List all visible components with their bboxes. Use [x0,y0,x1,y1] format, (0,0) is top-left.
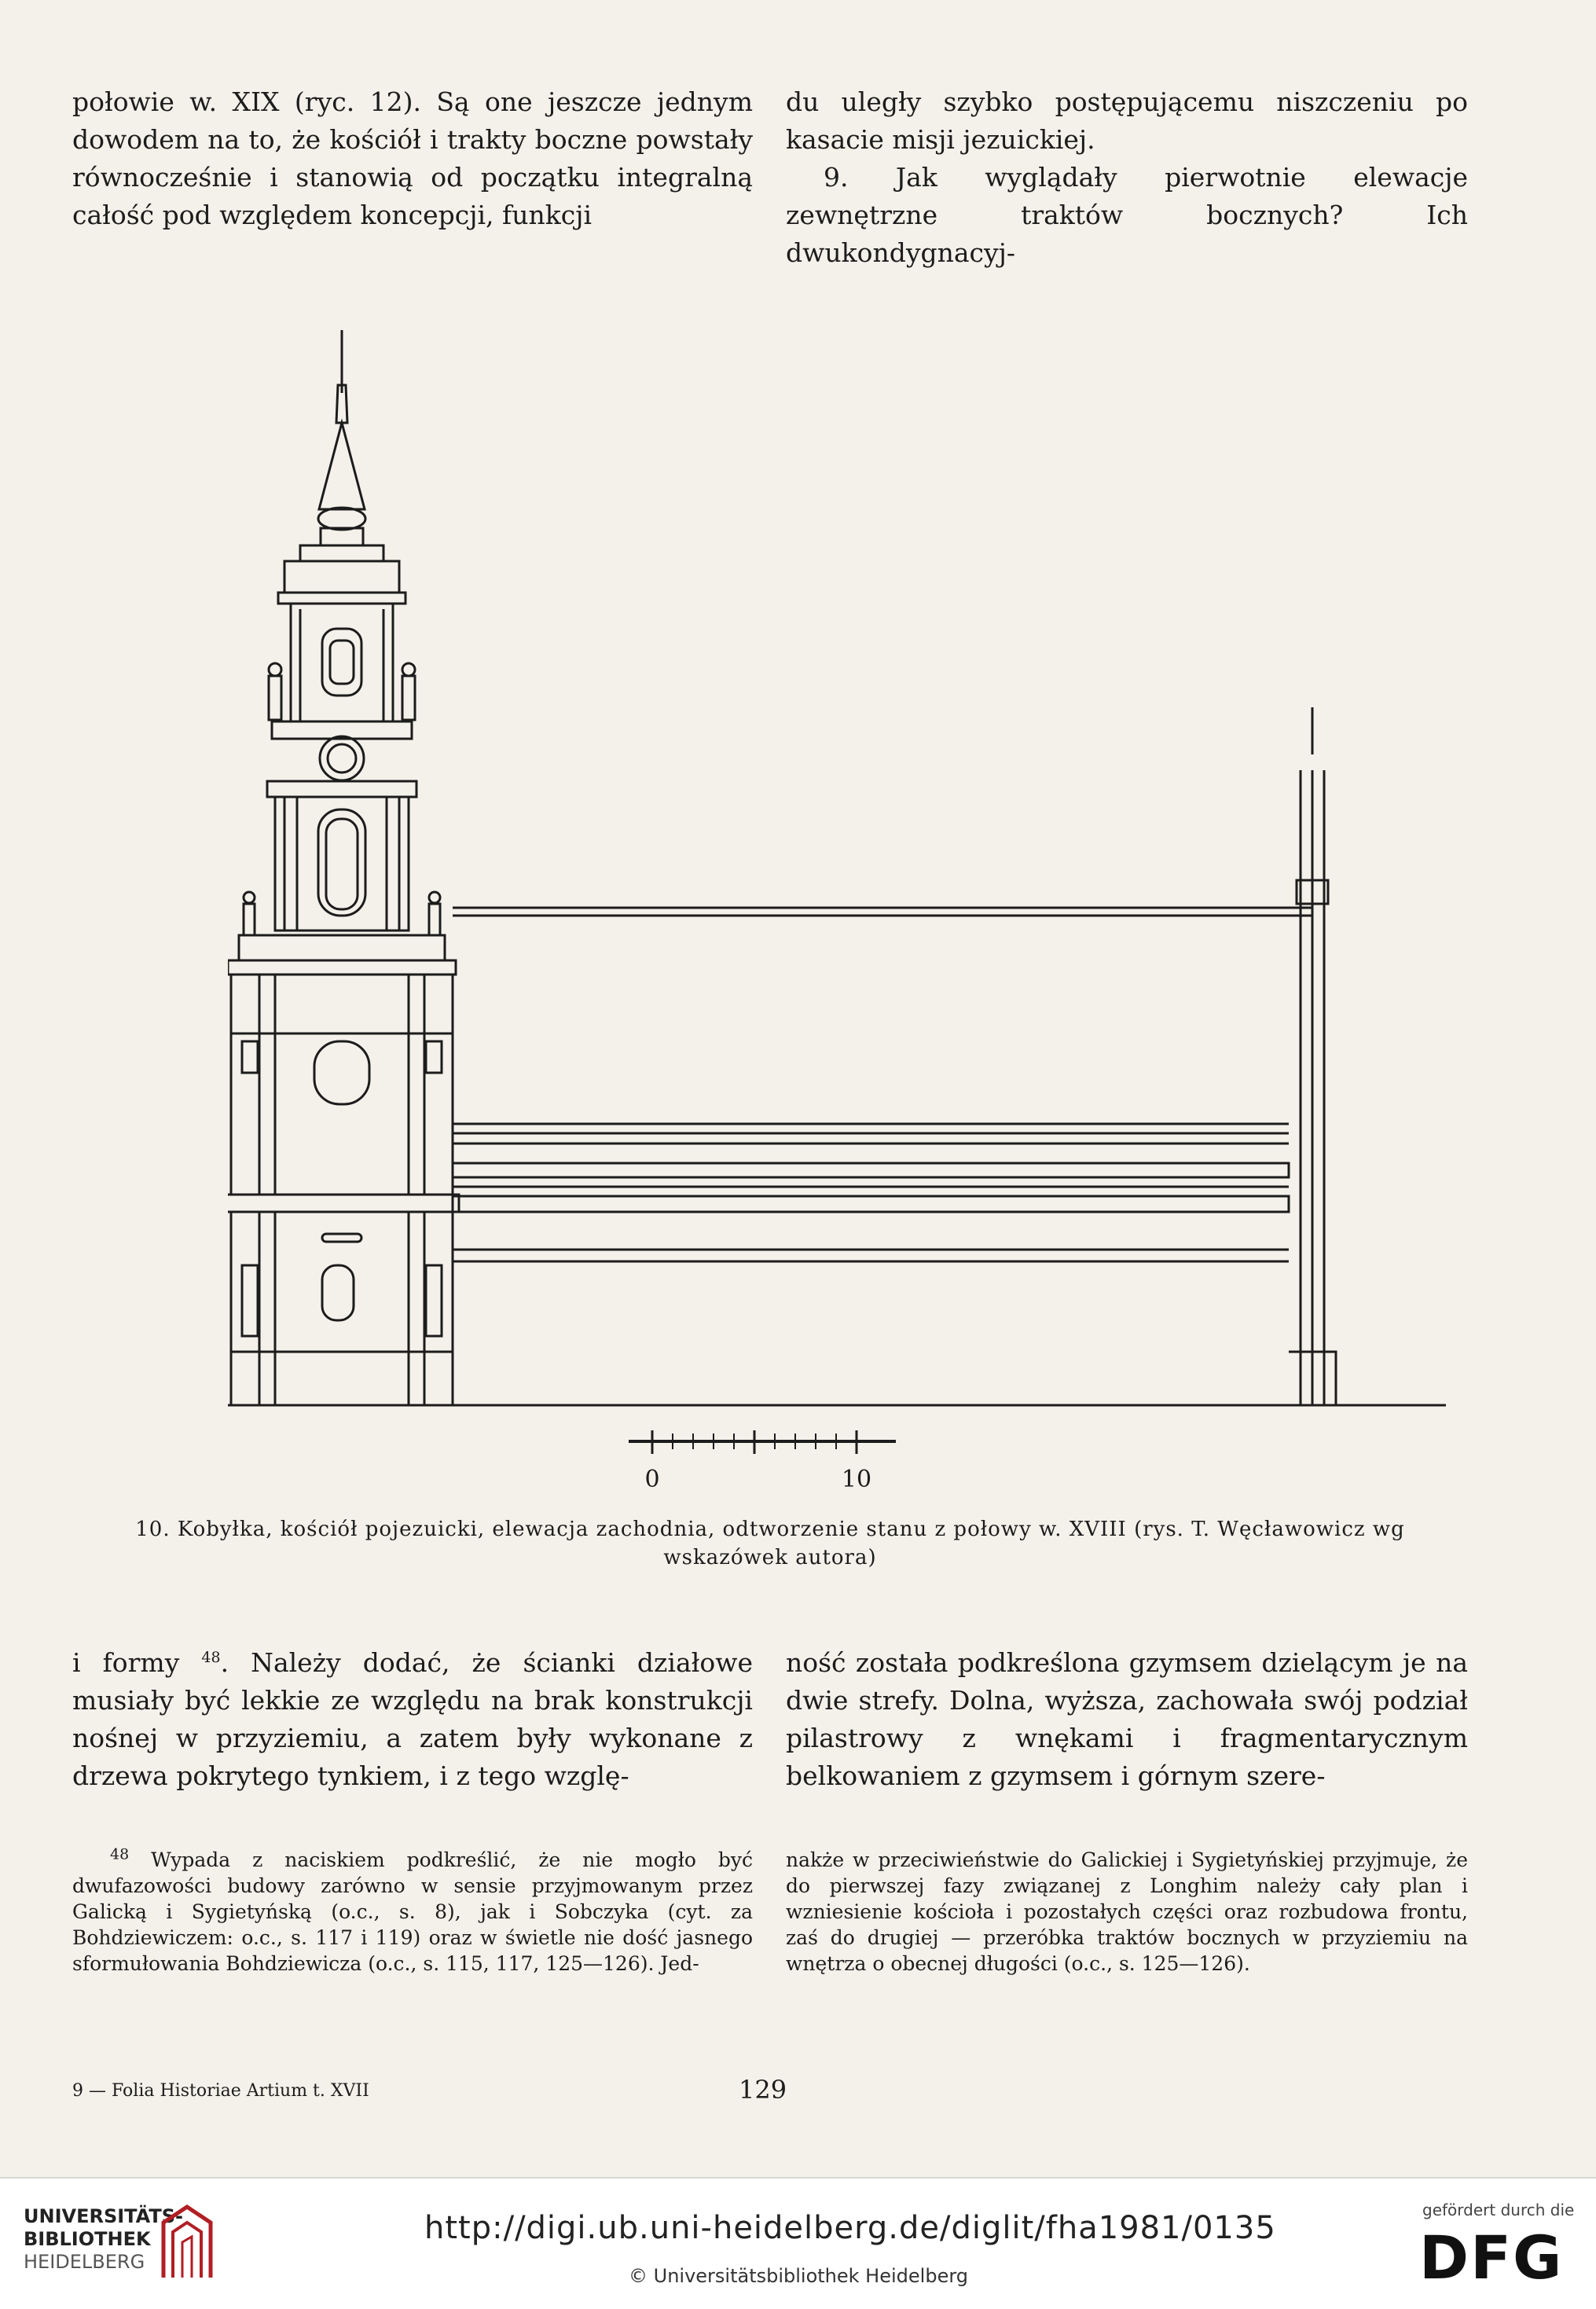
mid-left-column [72,1644,753,1795]
church-elevation-drawing [228,330,1446,1438]
footnote-left-text: Wypada z naciskiem podkreślić, że nie mogło być dwufazowości budowy zarówno w sensie przyjmowanym przez Galicką i Sygietyńską (o.c., s. 8), jak i Sobczyka (cyt. za Bohdziewiczem: o.c., s. 117 i 119) oraz w świetle nie dość jasnego sformułowania Bohdziewicza (o.c., s. 115, 117, 125—126). Jed- [72,1848,753,1975]
top-right-paragraph-1: du uległy szybko postępującemu niszczeniu po kasacie misji jezuickiej. [786,86,1468,155]
top-left-column [72,83,753,234]
footnote-reference: 48 [201,1649,221,1666]
copyright-notice: © Universitätsbibliothek Heidelberg [629,2265,969,2287]
footnote-number: 48 [110,1845,130,1863]
scale-label-end: 10 [841,1466,872,1493]
running-foot: 9 — Folia Historiae Artium t. XVII [72,2081,369,2101]
library-line-3: HEIDELBERG [24,2251,145,2273]
mid-left-paragraph [72,1644,753,1795]
funded-by-label: gefördert durch die [1422,2201,1575,2219]
scale-bar [621,1422,919,1501]
digital-copy-link[interactable]: http://digi.ub.uni-heidelberg.de/diglit/fha1981/0135 [424,2210,1276,2246]
mid-left-lead: i formy [72,1647,180,1678]
top-right-column [786,83,1468,272]
top-left-paragraph: połowie w. XIX (ryc. 12). Są one jeszcze jednym dowodem na to, że kościół i trakty boczne powstały równocześnie i stanowią od początku integralną całość pod względem koncepcji, funkcji [72,86,753,230]
top-right-paragraph-2: 9. Jak wyglądały pierwotnie elewacje zewnętrzne traktów bocznych? Ich dwukondygnacyj- [786,162,1468,268]
footnote-right-column [786,1847,1468,1977]
library-logo-icon [156,2199,218,2285]
footnote-right-paragraph: nakże w przeciwieństwie do Galickiej i Sygietyńskiej przyjmuje, że do pierwszej fazy związanej z Longhim należy cały plan i wzniesienie kościoła i pozostałych części oraz rozbudowa frontu, zaś do drugiej — przeróbka traktów bocznych w przyziemiu na wnętrza o obecnej długości (o.c., s. 125—126). [786,1848,1468,1975]
mid-right-column [786,1644,1468,1795]
library-line-2: BIBLIOTHEK [24,2228,151,2250]
mid-left-rest: . Należy dodać, że ścianki działowe musiały być lekkie ze względu na brak konstrukcji nośnej w przyziemiu, a zatem były wykonane z drzewa pokrytego tynkiem, i z tego wzglę- [72,1647,753,1791]
page-number: 129 [739,2075,787,2105]
mid-right-paragraph: ność została podkreślona gzymsem dzielącym je na dwie strefy. Dolna, wyższa, zachowała swój podział pilastrowy z wnękami i fragmentarycznym belkowaniem z gzymsem i górnym szere- [786,1647,1468,1791]
library-footer [0,2177,1596,2309]
figure-caption: 10. Kobyłka, kościół pojezuicki, elewacja zachodnia, odtworzenie stanu z połowy w. XVIII (rys. T. Węcławowicz wg wskazówek autora) [135,1518,1405,1569]
dfg-logo: DFG [1419,2223,1564,2292]
scale-label-start: 0 [644,1466,660,1493]
footnote-left-paragraph [72,1847,753,1977]
library-line-1: UNIVERSITÄTS- [24,2205,184,2227]
footnote-left-column [72,1847,753,1977]
